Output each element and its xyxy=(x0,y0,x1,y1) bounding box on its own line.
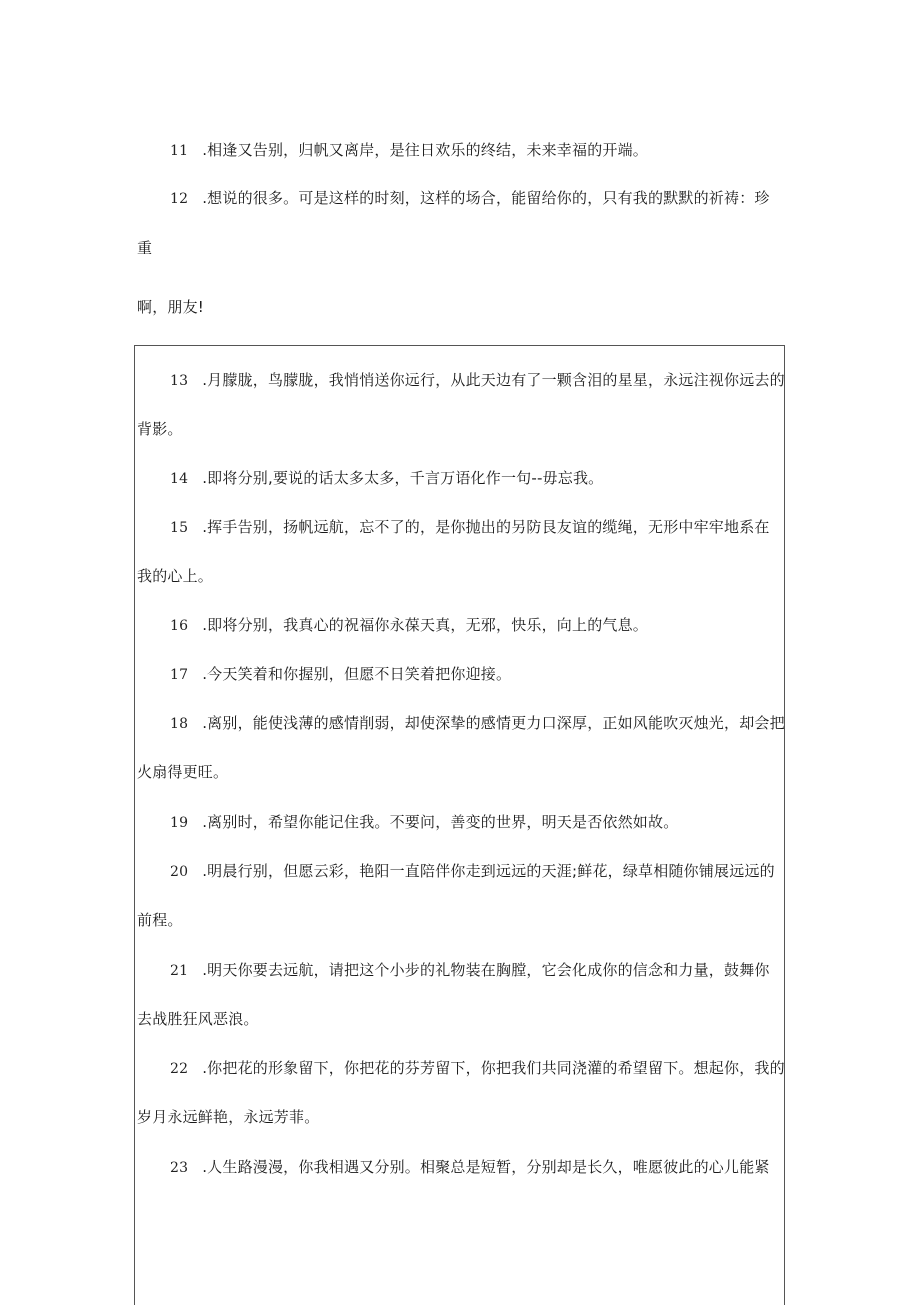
item-text-continuation: 岁月永远鲜艳，永远芳菲。 xyxy=(137,1108,320,1126)
item-number: 15 xyxy=(170,520,189,536)
item-text: .你把花的形象留下，你把花的芬芳留下，你把我们共同浇灌的希望留下。想起你，我的 xyxy=(202,1059,785,1077)
list-item xyxy=(170,517,770,538)
item-text: .离别，能使浅薄的感情削弱，却使深挚的感情更力口深厚，正如风能吹灭烛光，却会把 xyxy=(202,714,785,732)
list-item xyxy=(170,370,785,391)
list-item xyxy=(170,1058,785,1079)
item-number: 23 xyxy=(170,1160,189,1176)
item-text: .月朦胧，鸟朦胧，我悄悄送你远行，从此天边有了一颗含泪的星星，永远注视你远去的 xyxy=(202,371,785,389)
item-text-continuation: 火扇得更旺。 xyxy=(137,763,229,781)
item-number: 19 xyxy=(170,815,189,831)
list-item xyxy=(170,468,603,489)
item-number: 13 xyxy=(170,373,189,389)
list-item xyxy=(170,1157,770,1178)
item-number: 22 xyxy=(170,1061,189,1077)
item-text-continuation: 重 xyxy=(137,239,153,257)
item-text-continuation: 我的心上。 xyxy=(137,567,214,585)
item-text: .挥手告别，扬帆远航，忘不了的，是你抛出的另防艮友谊的缆绳，无形中牢牢地系在 xyxy=(202,518,770,536)
list-item xyxy=(170,615,648,636)
item-text-continuation: 啊，朋友! xyxy=(137,298,205,316)
item-number: 20 xyxy=(170,864,189,880)
item-text-continuation: 去战胜狂风恶浪。 xyxy=(137,1010,259,1028)
list-item xyxy=(170,188,770,209)
item-text: .想说的很多。可是这样的时刻，这样的场合，能留给你的，只有我的默默的祈祷：珍 xyxy=(202,189,770,207)
item-number: 16 xyxy=(170,618,189,634)
item-number: 17 xyxy=(170,667,189,683)
item-text: .相逢又告别，归帆又离岸，是往日欢乐的终结，未来幸福的开端。 xyxy=(202,141,648,159)
list-item xyxy=(170,812,678,833)
item-number: 12 xyxy=(170,191,189,207)
list-item xyxy=(170,861,775,882)
item-text-continuation: 前程。 xyxy=(137,911,183,929)
item-text-continuation: 背影。 xyxy=(137,420,183,438)
item-text: .明晨行别，但愿云彩，艳阳一直陪伴你走到远远的天涯;鲜花，绿草相随你铺展远远的 xyxy=(202,862,775,880)
item-text: .即将分别，我真心的祝福你永葆天真，无邪，快乐，向上的气息。 xyxy=(202,616,648,634)
list-item xyxy=(170,664,511,685)
item-number: 21 xyxy=(170,963,189,979)
list-item xyxy=(170,140,648,161)
list-item xyxy=(170,713,785,734)
item-text: .即将分别,要说的话太多太多，千言万语化作一句--毋忘我。 xyxy=(202,469,604,487)
list-item xyxy=(170,960,770,981)
item-number: 18 xyxy=(170,716,189,732)
item-text: .人生路漫漫，你我相遇又分别。相聚总是短暂，分别却是长久，唯愿彼此的心儿能紧 xyxy=(202,1158,770,1176)
item-number: 14 xyxy=(170,471,189,487)
item-number: 11 xyxy=(170,143,189,159)
item-text: .离别时，希望你能记住我。不要问，善变的世界，明天是否依然如故。 xyxy=(202,813,679,831)
item-text: .今天笑着和你握别，但愿不日笑着把你迎接。 xyxy=(202,665,512,683)
item-text: .明天你要去远航，请把这个小步的礼物装在胸膛，它会化成你的信念和力量，鼓舞你 xyxy=(202,961,770,979)
